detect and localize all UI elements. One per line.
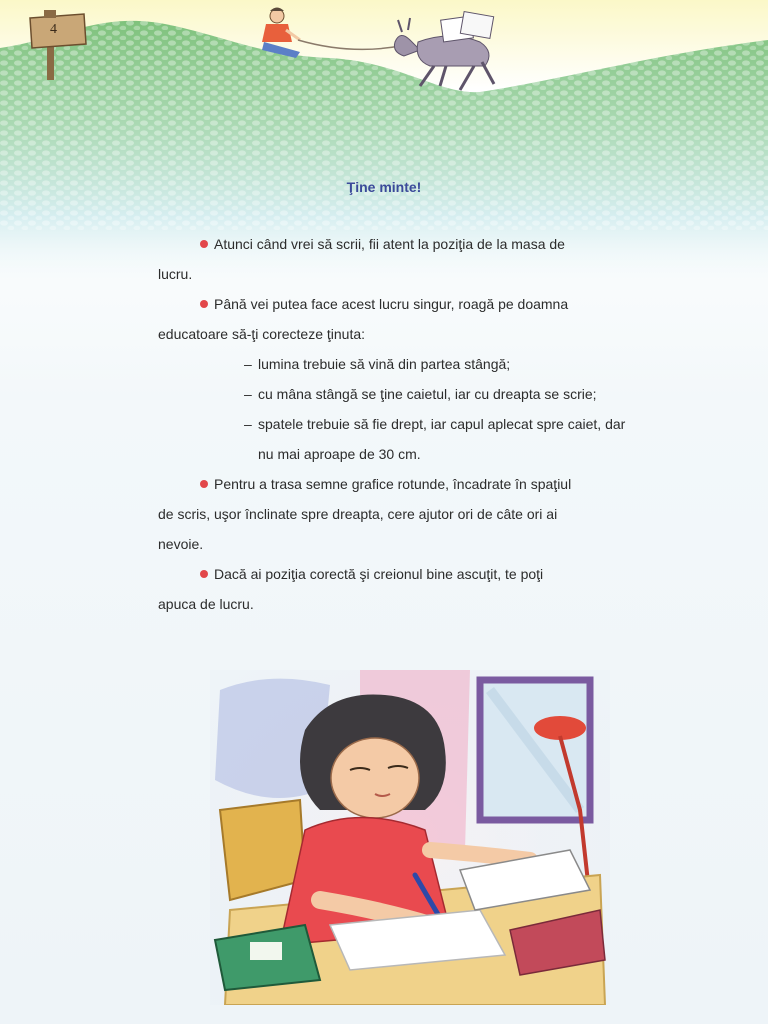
paragraph-text: apuca de lucru. xyxy=(158,596,254,612)
bullet-dot-icon xyxy=(200,570,208,578)
paragraph-graphic-signs xyxy=(158,469,630,559)
bullet-dot-icon xyxy=(200,300,208,308)
page-number: 4 xyxy=(50,22,57,37)
paragraph-text: Dacă ai poziţia corectă şi creionul bine ascuţit, te poţi xyxy=(214,566,544,582)
paragraph-text: Pentru a trasa semne grafice rotunde, încadrate în spaţiul xyxy=(214,476,572,492)
paragraph-text: de scris, uşor înclinate spre dreapta, cere ajutor ori de câte ori ai xyxy=(158,506,558,522)
child-figure xyxy=(262,8,300,59)
paragraph-teacher xyxy=(158,289,630,349)
paragraph-text: lucru. xyxy=(158,266,193,282)
window-frame xyxy=(480,680,590,820)
paragraph-start-work xyxy=(158,559,630,619)
list-item: – spatele trebuie să fie drept, iar capul aplecat spre caiet, dar nu mai aproape de 30 cm. xyxy=(244,416,626,462)
paragraph-posture xyxy=(158,229,630,289)
posture-list xyxy=(158,349,630,469)
paragraph-text: Până vei putea face acest lucru singur, roagă pe doamna xyxy=(214,296,569,312)
paragraph-text: educatoare să-ţi corecteze ţinuta: xyxy=(158,326,366,342)
instructions-text xyxy=(158,229,630,619)
page-title: Ţine minte! xyxy=(346,179,422,195)
paragraph-text: Atunci când vrei să scrii, fii atent la poziţia de la masa de xyxy=(214,236,565,252)
paragraph-text: nevoie. xyxy=(158,536,204,552)
list-item: – cu mâna stângă se ţine caietul, iar cu dreapta se scrie; xyxy=(244,386,597,402)
child-writing-illustration xyxy=(210,670,610,1005)
list-item: – lumina trebuie să vină din partea stângă; xyxy=(244,356,511,372)
bullet-dot-icon xyxy=(200,240,208,248)
bullet-dot-icon xyxy=(200,480,208,488)
